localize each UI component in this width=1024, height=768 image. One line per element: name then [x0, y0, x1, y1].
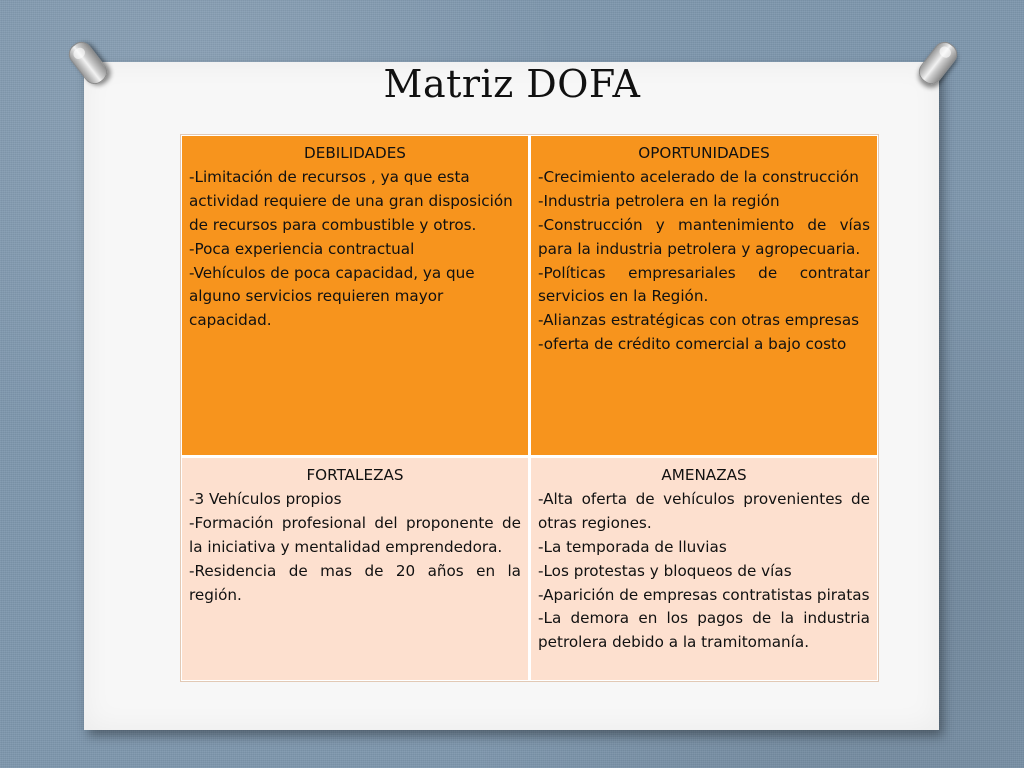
oportunidades-item: -Alianzas estratégicas con otras empresas: [538, 311, 860, 330]
debilidades-heading: DEBILIDADES: [304, 144, 406, 162]
dofa-matrix: [181, 135, 878, 681]
amenazas-item: -La temporada de lluvias: [538, 537, 727, 556]
oportunidades-cell: [531, 136, 877, 455]
oportunidades-heading: OPORTUNIDADES: [638, 144, 770, 162]
oportunidades-item: -oferta de crédito comercial a bajo costo: [538, 335, 847, 354]
fortalezas-item: -3 Vehículos propios: [189, 489, 342, 508]
debilidades-item: -Limitación de recursos , ya que esta actividad requiere de una gran disposición de recursos para combustible y otros.: [189, 167, 513, 234]
oportunidades-item: -Industria petrolera en la región: [538, 191, 780, 210]
oportunidades-item: -Crecimiento acelerado de la construcción: [538, 167, 859, 186]
amenazas-item: -Los protestas y bloqueos de vías: [538, 561, 792, 580]
debilidades-item: -Vehículos de poca capacidad, ya que alguno servicios requieren mayor capacidad.: [189, 263, 475, 330]
debilidades-cell: [182, 136, 528, 455]
slide-title: Matriz DOFA: [383, 62, 641, 106]
oportunidades-item: -Construcción y mantenimiento de vías para la industria petrolera y agropecuaria.: [538, 215, 870, 258]
fortalezas-cell: [182, 458, 528, 680]
fortalezas-item: -Formación profesional del proponente de la iniciativa y mentalidad emprendedora.: [189, 513, 521, 556]
fortalezas-heading: FORTALEZAS: [306, 466, 404, 484]
amenazas-heading: AMENAZAS: [661, 466, 747, 484]
oportunidades-item: -Políticas empresariales de contratar servicios en la Región.: [538, 263, 870, 306]
amenazas-item: -Alta oferta de vehículos provenientes de otras regiones.: [538, 489, 870, 532]
debilidades-item: -Poca experiencia contractual: [189, 239, 415, 258]
amenazas-item: -La demora en los pagos de la industria petrolera debido a la tramitomanía.: [538, 609, 870, 652]
fortalezas-item: -Residencia de mas de 20 años en la región.: [189, 561, 521, 604]
amenazas-cell: [531, 458, 877, 680]
amenazas-item: -Aparición de empresas contratistas piratas: [538, 585, 870, 604]
